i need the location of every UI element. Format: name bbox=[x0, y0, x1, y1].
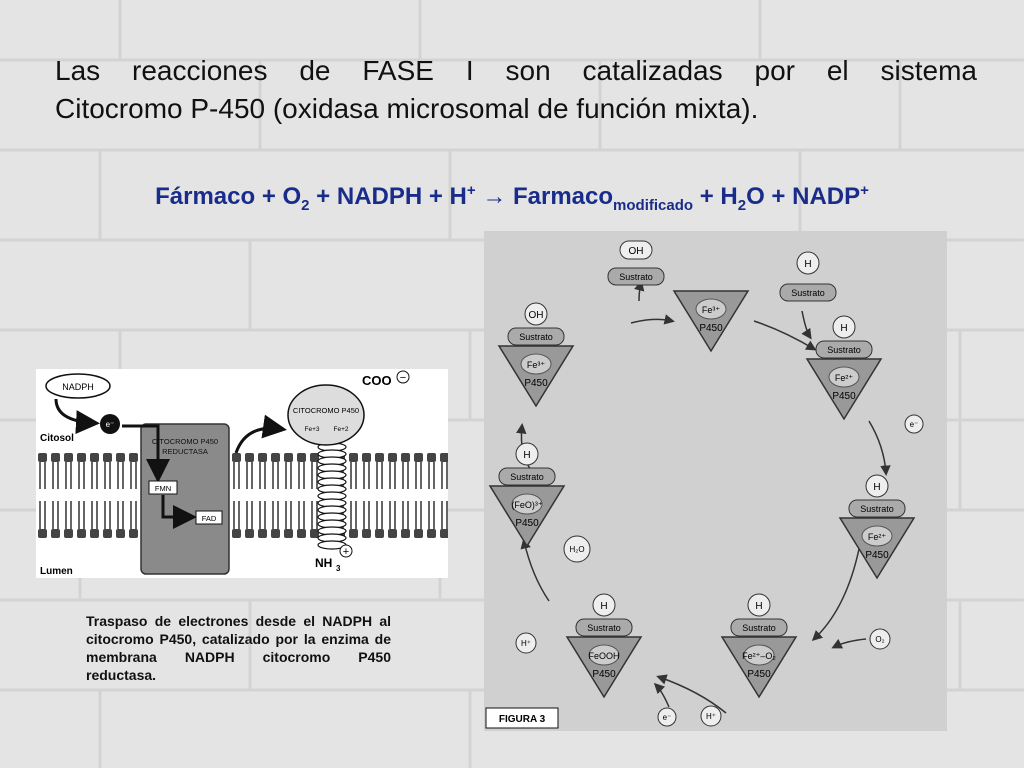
svg-text:H₂O: H₂O bbox=[569, 545, 585, 554]
eq-sub: modificado bbox=[613, 196, 694, 214]
group-label: H bbox=[840, 323, 848, 334]
proton-bubble bbox=[701, 706, 721, 726]
iron-state-label: Fe²⁺–O₂ bbox=[742, 651, 776, 661]
p450-label: P450 bbox=[515, 518, 539, 529]
p450-label: CITOCROMO P450 bbox=[292, 406, 360, 415]
p450-label: P450 bbox=[747, 669, 771, 680]
nh3-sub: 3 bbox=[336, 564, 341, 573]
slide-title bbox=[55, 52, 977, 128]
citosol-label: Citosol bbox=[40, 433, 74, 444]
sustrato-label: Sustrato bbox=[827, 345, 861, 355]
diagram-caption: Traspaso de electrones desde el NADPH al citocromo P450, catalizado por la enzima de membrana NADPH citocromo P450 reductasa. bbox=[86, 613, 391, 683]
svg-text:H: H bbox=[804, 259, 812, 270]
reductase-to-p450-arrow bbox=[236, 428, 281, 453]
nadph-arrow bbox=[56, 399, 94, 423]
iron-state-label: Fe³⁺ bbox=[701, 305, 721, 315]
eq-term: O + NADP bbox=[746, 183, 861, 210]
cycle-nodes bbox=[490, 241, 923, 726]
cycle-arrow bbox=[869, 421, 886, 473]
sustrato-label: Sustrato bbox=[860, 504, 894, 514]
sustrato-label: Sustrato bbox=[742, 623, 776, 633]
svg-text:OH: OH bbox=[628, 246, 644, 257]
eq-term: Fármaco + O bbox=[155, 183, 302, 210]
cycle-arrow bbox=[656, 685, 669, 707]
p450-label: P450 bbox=[865, 550, 889, 561]
p450-label: P450 bbox=[832, 391, 856, 402]
cycle-arrow bbox=[834, 639, 866, 647]
sustrato-label: Sustrato bbox=[510, 472, 544, 482]
svg-text:O₂: O₂ bbox=[875, 635, 885, 644]
cycle-arrow bbox=[814, 549, 859, 639]
iron-state-label: Fe³⁺ bbox=[526, 360, 546, 370]
substrate-node bbox=[780, 252, 836, 301]
fe2-label: Fe+2 bbox=[333, 426, 349, 433]
figura-label: FIGURA 3 bbox=[498, 714, 546, 725]
group-label: H bbox=[600, 601, 608, 612]
electron-bubble bbox=[658, 708, 676, 726]
eq-arrow: → bbox=[482, 183, 507, 210]
sustrato-label: Sustrato bbox=[519, 332, 553, 342]
coo-label: COO bbox=[362, 373, 392, 388]
p450-sphere bbox=[288, 385, 364, 445]
svg-text:H⁺: H⁺ bbox=[521, 639, 531, 648]
plus-sign: + bbox=[342, 546, 350, 558]
p450-enzyme-node bbox=[840, 475, 914, 578]
nadph-label: NADPH bbox=[62, 382, 94, 392]
eq-term: + H bbox=[693, 183, 738, 210]
transmembrane-helix bbox=[318, 443, 346, 549]
fe3-label: Fe+3 bbox=[304, 426, 320, 433]
p450-enzyme-node bbox=[499, 303, 573, 406]
lumen-label: Lumen bbox=[40, 566, 73, 577]
p450-label: P450 bbox=[524, 378, 548, 389]
lipid-bilayer-left bbox=[38, 453, 138, 538]
eq-sub: 2 bbox=[737, 196, 747, 214]
eq-sup: + bbox=[466, 182, 476, 199]
svg-text:e⁻: e⁻ bbox=[662, 713, 672, 722]
p450-enzyme-node bbox=[807, 316, 881, 419]
product-node bbox=[608, 241, 664, 285]
svg-text:H⁺: H⁺ bbox=[706, 712, 716, 721]
cycle-arrow bbox=[802, 311, 810, 337]
group-label: H bbox=[523, 450, 531, 461]
sustrato-label: Sustrato bbox=[587, 623, 621, 633]
svg-text:Sustrato: Sustrato bbox=[619, 272, 653, 282]
fmn-label: FMN bbox=[154, 484, 172, 493]
cycle-arrow bbox=[639, 283, 641, 301]
title-line-1: Las reacciones de FASE I son catalizadas por el sistema bbox=[55, 55, 977, 86]
oxygen-bubble bbox=[870, 629, 890, 649]
group-label: H bbox=[873, 482, 881, 493]
p450-label: P450 bbox=[592, 669, 616, 680]
iron-state-label: Fe²⁺ bbox=[834, 373, 854, 383]
electron-bubble bbox=[905, 415, 923, 433]
reaction-equation bbox=[0, 182, 1024, 214]
eq-sup: + bbox=[860, 182, 869, 199]
iron-state-label: (FeO)³⁺ bbox=[511, 500, 543, 510]
iron-state-label: Fe²⁺ bbox=[867, 532, 887, 542]
p450-label: P450 bbox=[699, 323, 723, 334]
cycle-arrow bbox=[631, 319, 672, 323]
p450-enzyme-node bbox=[674, 291, 748, 351]
membrane-diagram bbox=[36, 369, 448, 578]
fad-label: FAD bbox=[201, 514, 217, 523]
reductasa-label: CITOCROMO P450 bbox=[151, 437, 219, 446]
title-line-2: Citocromo P-450 (oxidasa microsomal de función mixta). bbox=[55, 93, 759, 124]
cycle-arrow bbox=[524, 541, 549, 601]
group-label: H bbox=[755, 601, 763, 612]
reductasa-label: REDUCTASA bbox=[162, 447, 208, 456]
water-bubble bbox=[564, 536, 590, 562]
svg-text:e⁻: e⁻ bbox=[909, 420, 919, 429]
proton-bubble bbox=[516, 633, 536, 653]
iron-state-label: FeOOH bbox=[588, 651, 620, 661]
p450-enzyme-node bbox=[490, 443, 564, 546]
eq-term: Farmaco bbox=[506, 183, 614, 210]
eq-sub: 2 bbox=[301, 196, 310, 214]
nh3-label: NH bbox=[315, 556, 333, 570]
p450-enzyme-node bbox=[567, 594, 641, 697]
svg-text:Sustrato: Sustrato bbox=[791, 288, 825, 298]
electron-label: e⁻ bbox=[105, 420, 115, 429]
eq-term: + NADPH + H bbox=[309, 183, 467, 210]
minus-sign: − bbox=[399, 372, 407, 384]
p450-enzyme-node bbox=[722, 594, 796, 697]
p450-cycle-figure bbox=[484, 231, 947, 731]
group-label: OH bbox=[528, 310, 544, 321]
